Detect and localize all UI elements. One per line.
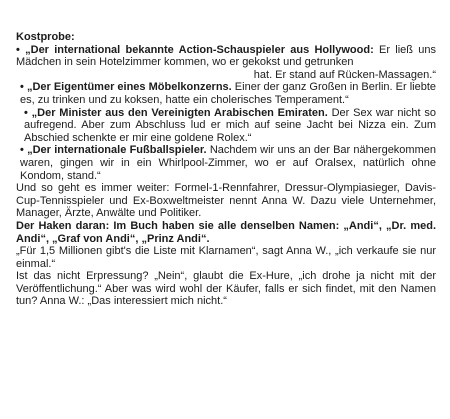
bullet-text: Einer der ganz Großen in Berlin. Er liebte es, zu trinken und zu koksen, hatte ein cholerisches Temperament.“ [20, 81, 436, 106]
bullet-lead: „Der international bekannte Action-Schauspieler aus Hollywood: [25, 43, 374, 56]
bullet-icon: • [20, 81, 24, 94]
bullet-lead: „Der internationale Fußballspieler. [27, 144, 207, 157]
bullet-lead: „Der Eigentümer eines Möbelkonzerns. [26, 81, 232, 94]
bullet-item-minister [16, 107, 436, 145]
bullet-text-end: hat. Er stand auf Rücken-Massagen.“ [253, 68, 436, 81]
paragraph-quote-extortion: Ist das nicht Erpressung? „Nein“, glaubt die Ex-Hure, „ich drohe ja nicht mit der Veröffentlichung.“ Aber was wird wohl der Käufer, falls er sich findet, mit den Namen tun? Anna W.: „Das interessiert mich nicht.“ [16, 270, 436, 308]
bullet-icon: • [16, 43, 20, 56]
paragraph-more-names: Und so geht es immer weiter: Formel-1-Rennfahrer, Dressur-Olympiasieger, Davis-Cup-Tennisspieler und Ex-Boxweltmeister nennt Anna W. Dazu viele Unternehmer, Manager, Ärzte, Anwälte und Politiker. [16, 182, 436, 220]
bullet-text: Nachdem wir uns an der Bar nähergekommen waren, gingen wir in ein Whirlpool-Zimmer, wo er auf Oralsex, natürlich ohne Kondom, stand.“ [20, 144, 436, 182]
article-excerpt [16, 31, 436, 308]
paragraph-catch: Der Haken daran: Im Buch haben sie alle denselben Namen: „Andi“, „Dr. med. Andi“, „Graf von Andi“, „Prinz Andi“. [16, 219, 436, 245]
bullet-text: Er ließ uns Mädchen in sein Hotelzimmer kommen, wo er gekokst und getrunken [16, 43, 436, 69]
bullet-item-actor [16, 44, 436, 82]
bullet-lead: „Der Minister aus den Vereinigten Arabischen Emiraten. [31, 106, 328, 119]
bullet-icon: • [20, 144, 24, 157]
bullet-item-furniture [16, 81, 436, 106]
section-heading: Kostprobe: [16, 31, 75, 43]
bullet-item-footballer [16, 144, 436, 182]
paragraph-quote-list: „Für 1,5 Millionen gibt's die Liste mit Klarnamen“, sagt Anna W., „ich verkaufe sie nur einmal.“ [16, 245, 436, 270]
bullet-icon: • [24, 106, 28, 119]
bullet-text: Der Sex war nicht so aufregend. Aber zum Abschluss lud er mich auf seine Jacht bei Nizza ein. Zum Abschied schenkte er mir eine goldene Rolex.“ [24, 106, 437, 144]
